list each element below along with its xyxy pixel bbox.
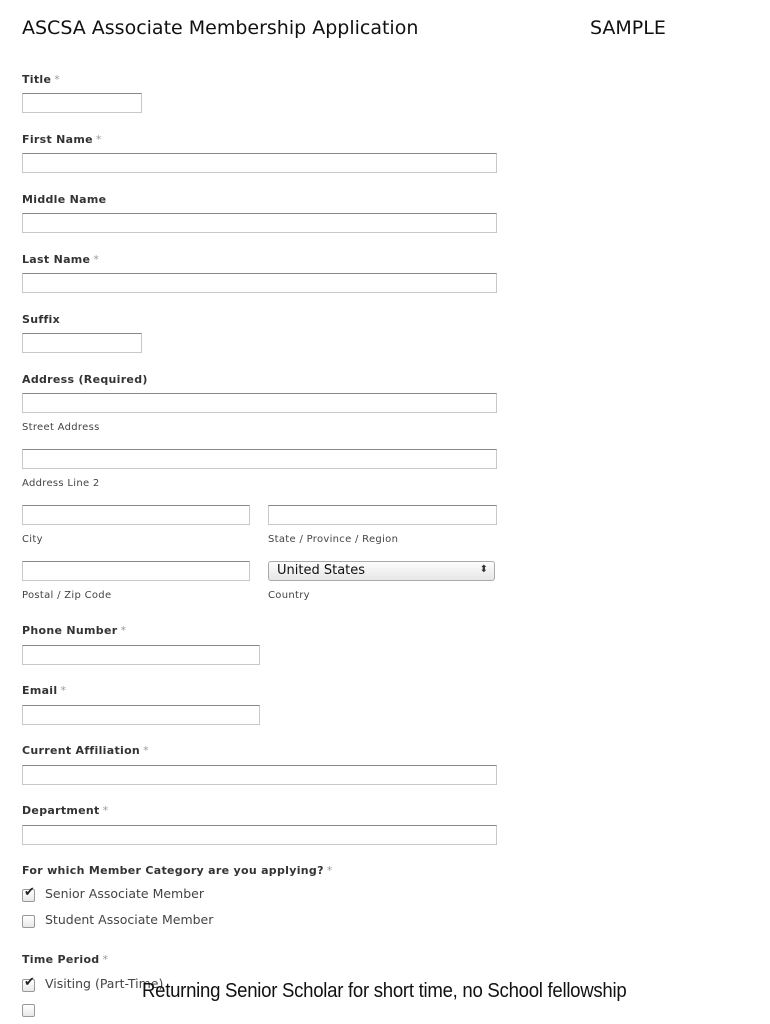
title-label	[22, 73, 60, 86]
student-associate-checkbox[interactable]	[22, 915, 35, 928]
phone-label	[22, 624, 126, 637]
visiting-label: Visiting (Part-Time)	[45, 976, 164, 991]
label-text: Title	[22, 73, 52, 86]
address-line2-sublabel: Address Line 2	[22, 478, 100, 489]
time-period-checkbox-2[interactable]	[22, 1004, 35, 1017]
checkmark-icon: ✔	[24, 975, 35, 990]
required-marker: *	[102, 953, 109, 966]
department-label	[22, 804, 108, 817]
sample-label: SAMPLE	[590, 17, 666, 39]
first-name-input[interactable]	[22, 153, 497, 173]
title-input[interactable]	[22, 93, 142, 113]
affiliation-label	[22, 744, 149, 757]
country-select[interactable]	[268, 561, 495, 581]
senior-associate-checkbox[interactable]	[22, 885, 35, 902]
checkmark-icon: ✔	[24, 885, 35, 900]
middle-name-input[interactable]	[22, 213, 497, 233]
last-name-label	[22, 253, 99, 266]
label-text: First Name	[22, 133, 93, 146]
handwritten-annotation: Returning Senior Scholar for short time, no School fellowship	[142, 980, 627, 1002]
street-address-input[interactable]	[22, 393, 497, 413]
student-associate-label: Student Associate Member	[45, 912, 214, 927]
required-marker: *	[102, 804, 109, 817]
required-marker: *	[326, 864, 333, 877]
label-text: Current Affiliation	[22, 744, 141, 757]
visiting-checkbox[interactable]	[22, 975, 35, 992]
middle-name-label: Middle Name	[22, 193, 107, 206]
time-period-label	[22, 953, 108, 966]
first-name-label	[22, 133, 102, 146]
select-arrows-icon: ⬍	[479, 564, 488, 575]
address-line2-input[interactable]	[22, 449, 497, 469]
state-sublabel: State / Province / Region	[268, 534, 399, 545]
affiliation-input[interactable]	[22, 765, 497, 785]
address-label: Address (Required)	[22, 373, 148, 386]
required-marker: *	[60, 684, 67, 697]
postal-sublabel: Postal / Zip Code	[22, 590, 112, 601]
suffix-input[interactable]	[22, 333, 142, 353]
postal-code-input[interactable]	[22, 561, 250, 581]
city-input[interactable]	[22, 505, 250, 525]
label-text: For which Member Category are you applying?	[22, 864, 324, 877]
label-text: Phone Number	[22, 624, 118, 637]
required-marker: *	[143, 744, 149, 757]
street-address-sublabel: Street Address	[22, 422, 100, 433]
required-marker: *	[120, 624, 127, 637]
email-input[interactable]	[22, 705, 260, 725]
department-input[interactable]	[22, 825, 497, 845]
label-text: Email	[22, 684, 58, 697]
city-sublabel: City	[22, 534, 43, 545]
label-text: Last Name	[22, 253, 91, 266]
label-text: Time Period	[22, 953, 100, 966]
required-marker: *	[54, 73, 61, 86]
senior-associate-label: Senior Associate Member	[45, 886, 204, 901]
state-input[interactable]	[268, 505, 497, 525]
required-marker: *	[95, 133, 102, 146]
label-text: Department	[22, 804, 100, 817]
email-label	[22, 684, 66, 697]
country-sublabel: Country	[268, 590, 310, 601]
last-name-input[interactable]	[22, 273, 497, 293]
suffix-label: Suffix	[22, 313, 60, 326]
required-marker: *	[93, 253, 100, 266]
page-title: ASCSA Associate Membership Application	[22, 17, 419, 39]
country-value: United States	[277, 563, 366, 578]
category-label	[22, 864, 333, 877]
phone-input[interactable]	[22, 645, 260, 665]
